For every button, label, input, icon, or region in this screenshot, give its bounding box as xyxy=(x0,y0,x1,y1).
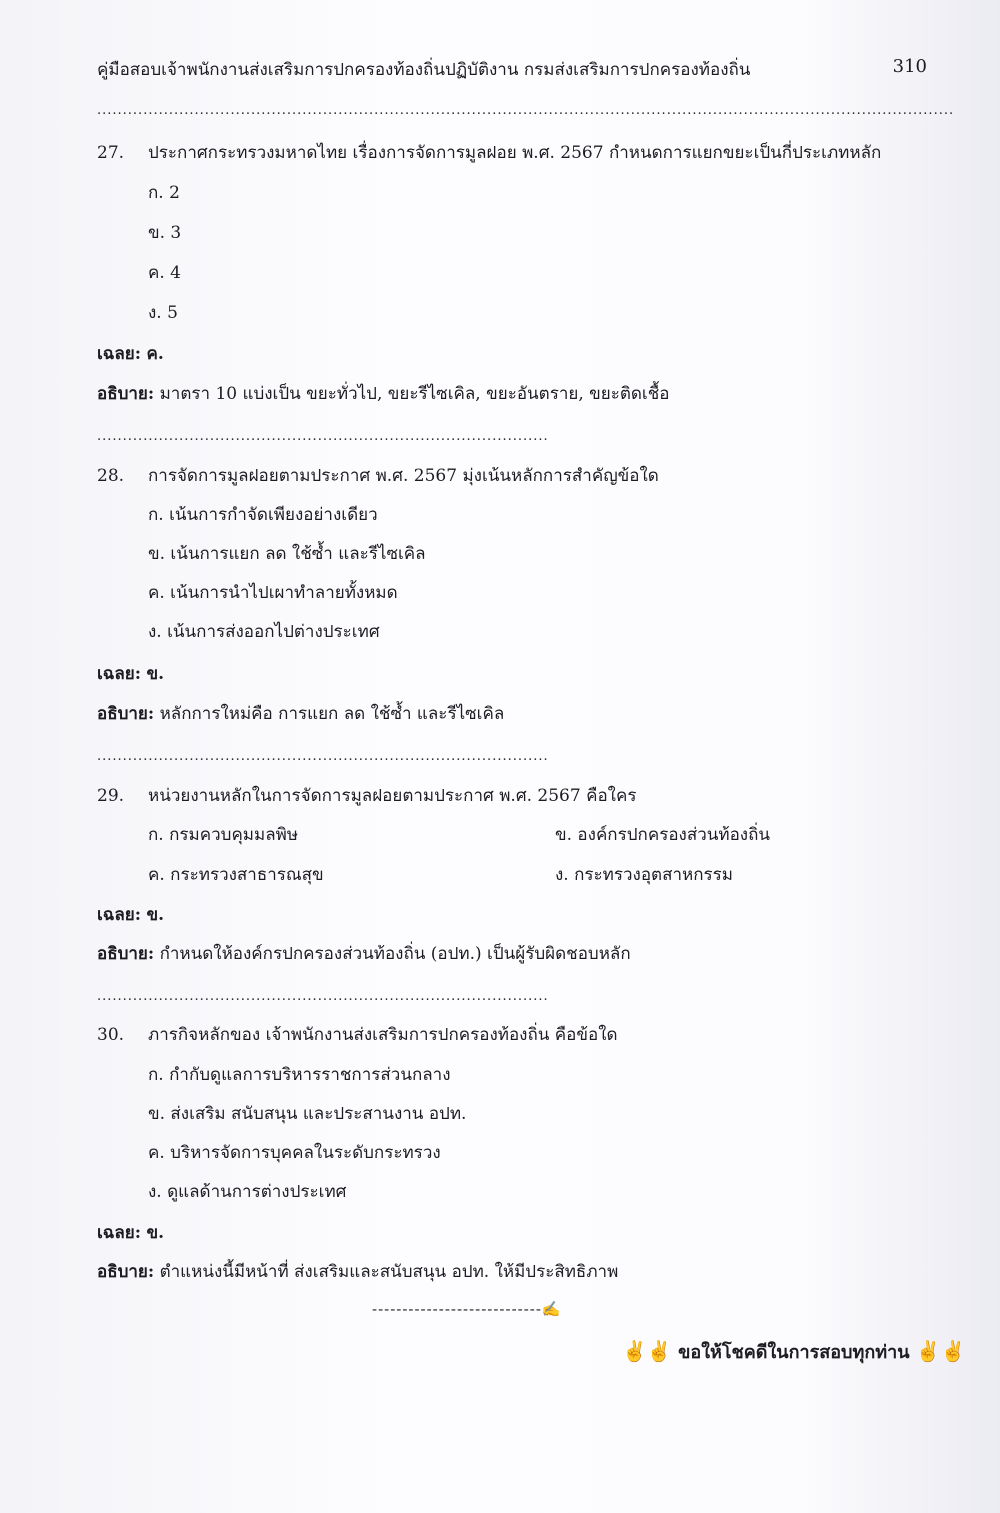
explanation-line xyxy=(97,703,504,725)
answer-label: เฉลย: xyxy=(97,344,142,364)
answer-value: ข. xyxy=(146,905,164,925)
question-text: ประกาศกระทรวงมหาดไทย เรื่องการจัดการมูลฝอย พ.ศ. 2567 กำหนดการแยกขยะเป็นกี่ประเภทหลัก xyxy=(148,143,882,163)
option: ค. เน้นการนำไปเผาทำลายทั้งหมด xyxy=(148,583,398,603)
option: ข. ส่งเสริม สนับสนุน และประสานงาน อปท. xyxy=(148,1104,467,1124)
option: ข. 3 xyxy=(148,223,182,243)
explanation-text: หลักการใหม่คือ การแยก ลด ใช้ซ้ำ และรีไซเคิล xyxy=(159,704,505,724)
answer-line xyxy=(97,904,164,926)
end-divider: ----------------------------✍ xyxy=(372,1300,562,1318)
explanation-label: อธิบาย: xyxy=(97,944,155,964)
explanation-line xyxy=(97,383,670,405)
explanation-line xyxy=(97,1261,618,1283)
explanation-text: กำหนดให้องค์กรปกครองส่วนท้องถิ่น (อปท.) เป็นผู้รับผิดชอบหลัก xyxy=(159,944,631,964)
option: ก. กำกับดูแลการบริหารราชการส่วนกลาง xyxy=(148,1065,451,1085)
answer-line xyxy=(97,663,164,685)
question-number: 30. xyxy=(97,1025,125,1045)
option: ข. เน้นการแยก ลด ใช้ซ้ำ และรีไซเคิล xyxy=(148,544,426,564)
answer-line xyxy=(97,343,164,365)
answer-label: เฉลย: xyxy=(97,664,142,684)
question-divider xyxy=(97,990,549,1004)
question-text: ภารกิจหลักของ เจ้าพนักงานส่งเสริมการปกครองท้องถิ่น คือข้อใด xyxy=(148,1025,618,1045)
closing-message xyxy=(622,1337,966,1366)
good-luck-text: ขอให้โชคดีในการสอบทุกท่าน xyxy=(678,1342,910,1363)
answer-label: เฉลย: xyxy=(97,1223,142,1243)
question-text: หน่วยงานหลักในการจัดการมูลฝอยตามประกาศ พ.ศ. 2567 คือใคร xyxy=(148,786,637,806)
option: ข. องค์กรปกครองส่วนท้องถิ่น xyxy=(555,825,771,845)
explanation-label: อธิบาย: xyxy=(97,704,155,724)
explanation-label: อธิบาย: xyxy=(97,1262,155,1282)
answer-value: ข. xyxy=(146,1223,164,1243)
explanation-text: มาตรา 10 แบ่งเป็น ขยะทั่วไป, ขยะรีไซเคิล, ขยะอันตราย, ขยะติดเชื้อ xyxy=(159,384,670,404)
question-number: 29. xyxy=(97,786,125,806)
page-title: คู่มือสอบเจ้าพนักงานส่งเสริมการปกครองท้องถิ่นปฏิบัติงาน กรมส่งเสริมการปกครองท้องถิ่น xyxy=(97,60,751,80)
answer-value: ข. xyxy=(146,664,164,684)
answer-label: เฉลย: xyxy=(97,905,142,925)
question-text: การจัดการมูลฝอยตามประกาศ พ.ศ. 2567 มุ่งเน้นหลักการสำคัญข้อใด xyxy=(148,466,659,486)
option: ง. 5 xyxy=(148,303,178,323)
header-divider xyxy=(97,104,955,118)
page-number: 310 xyxy=(892,56,927,77)
option: ก. กรมควบคุมมลพิษ xyxy=(148,825,299,845)
explanation-line xyxy=(97,943,631,965)
answer-value: ค. xyxy=(146,344,164,364)
option: ค. บริหารจัดการบุคคลในระดับกระทรวง xyxy=(148,1143,441,1163)
explanation-text: ตำแหน่งนี้มีหน้าที่ ส่งเสริมและสนับสนุน อปท. ให้มีประสิทธิภาพ xyxy=(159,1262,619,1282)
option: ง. เน้นการส่งออกไปต่างประเทศ xyxy=(148,622,380,642)
option: ก. เน้นการกำจัดเพียงอย่างเดียว xyxy=(148,505,378,525)
victory-hand-icon: ✌✌ xyxy=(915,1339,966,1363)
option: ง. ดูแลด้านการต่างประเทศ xyxy=(148,1182,347,1202)
question-divider xyxy=(97,750,549,764)
option: ค. 4 xyxy=(148,263,181,283)
victory-hand-icon: ✌✌ xyxy=(622,1339,672,1363)
question-number: 28. xyxy=(97,466,125,486)
answer-line xyxy=(97,1222,164,1244)
explanation-label: อธิบาย: xyxy=(97,384,155,404)
option: ก. 2 xyxy=(148,183,180,203)
question-divider xyxy=(97,430,549,444)
option: ค. กระทรวงสาธารณสุข xyxy=(148,865,324,885)
option: ง. กระทรวงอุตสาหกรรม xyxy=(555,865,733,885)
question-number: 27. xyxy=(97,143,125,163)
